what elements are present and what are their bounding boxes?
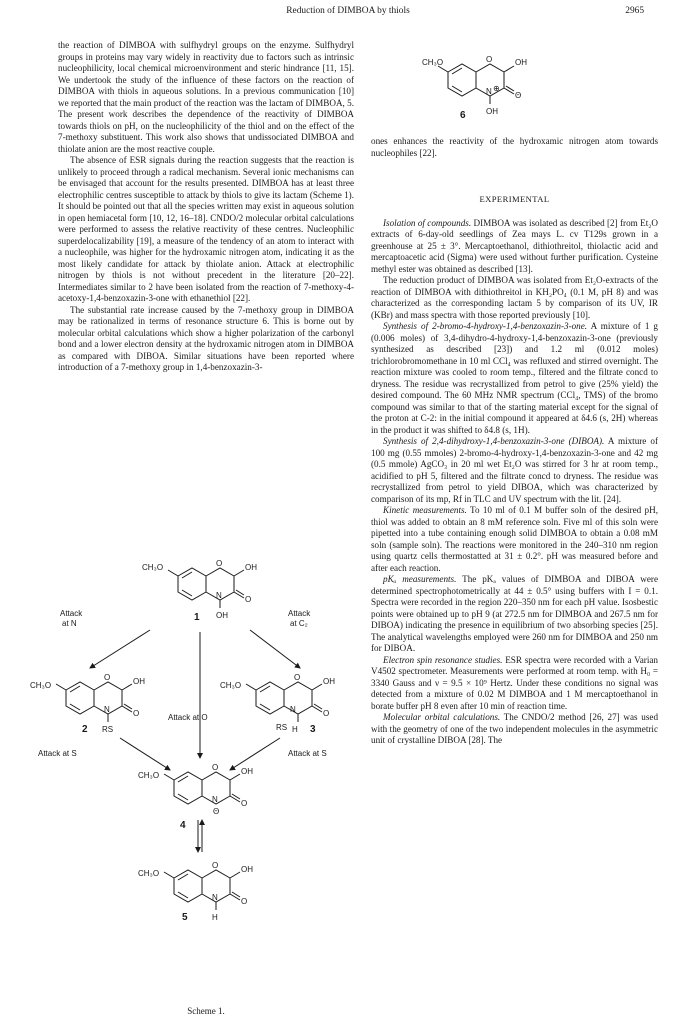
svg-text:CH₃O: CH₃O [30, 681, 52, 690]
svg-text:N: N [290, 705, 296, 714]
paragraph: Isolation of compounds. DIMBOA was isolated as described [2] from Et₂O extracts of 6-day-old seedlings of Zea mays L. cv T129s grown in a greenhouse at 25 ± 3°. Mercaptoethanol, dithiothreitol, thiolactic acid and mercaptoacetic acid (Sigma) were used without further purification. Cysteine methyl ester was obtained as described [13]. [371, 217, 659, 274]
compound-3-structure [246, 682, 322, 722]
n-oh-label: OH [486, 107, 498, 116]
ring-oxygen-label: O [486, 55, 493, 64]
attack-o-label: Attack at O [168, 713, 208, 722]
svg-text:N: N [212, 795, 218, 804]
svg-text:N: N [104, 705, 110, 714]
svg-text:CH₃O: CH₃O [138, 771, 160, 780]
compound-4-structure [164, 772, 240, 804]
paragraph: Kinetic measurements. To 10 ml of 0.1 M buffer soln of the desired pH, thiol was added to obtain an 8 mM reference soln. Five ml of this soln were pipetted into a tube containing enough solid DIMBOA to obtain a 0.08 mM soln (sample soln). The reactions were monitored in the 240–310 nm region using quartz cells thermostatted at 31 ± 0.2°. pH was measured before and after each reaction. [371, 505, 658, 573]
paragraph: Synthesis of 2-bromo-4-hydroxy-1,4-benzoxazin-3-one. A mixture of 1 g (0.006 moles) of 3,4-dihydro-4-hydroxy-1,4-benzoxazin-3-one (previously synthesized as described [23]) and 1.2 ml (0.012 moles) trichlorobromomethane in 10 ml CCl₄ was refluxed and stirred overnight. The reaction mixture was cooled to room temp., filtered and the filtrate concd to dryness. The residue was recrystallized from petrol to give (25% yield) the desired compound. The 60 MHz NMR spectrum (CCl₄, TMS) of the bromo compound was similar to that of the starting material except for the signal of the proton at C-2: in the initial compound it appeared at δ4.6 (s, 2H) whereas in the product it was shifted to δ4.8 (s, 1H). [371, 321, 658, 435]
svg-text:O: O [212, 861, 219, 870]
svg-text:OH: OH [241, 865, 253, 874]
paragraph: The absence of ESR signals during the reaction suggests that the reaction is unlikely to proceed through a radical mechanism. Several ionic mechanisms can be envisaged that account for the results presented. DIMBOA has at least three electrophilic centres susceptible to attack by thiols to give its lactam (Scheme 1). It should be pointed out that all the species written may exist in aqueous solution in open hemiacetal form [10, 12, 16–18]. CNDO/2 molecular orbital calculations were performed to assess the relative reactivity of these centres. Nucleophilic superdelocalizability [19], a measure of the tendency of an atom to interact with a nucleophile, was higher for the hydroxamic nitrogen atom, indicating it as the most likely candidate for attack by thiolate anion. Attack at electrophilic nitrogen by thiols is not without precedent in the literature [20–22]. Intermediates similar to 2 have been isolated from the reaction of 7-methoxy-4-acetoxy-1,4-benzoxazin-3-one with ethanethiol [22]. [58, 155, 354, 303]
svg-text:O: O [241, 799, 248, 808]
compound-2-structure [56, 682, 132, 722]
scheme-caption: Scheme 1. [187, 1006, 225, 1016]
paragraph: the reaction of DIMBOA with sulfhydryl groups on the enzyme. Sulfhydryl groups in proteins may vary widely in reactivity due to factors such as intrinsic nucleophilicity, local chemical microenvironment and steric hindrance [11, 15]. We undertook the study of the influence of these factors on the reaction of DIMBOA with thiols in aqueous solutions. In a previous communication [10] we reported that the main product of the reaction was the lactam of DIMBOA, 5. The present work describes the dependence of the reactivity of DIMBOA towards thiols on pH, on the nucleophilicity of the thiol and on the effect of the 7-methoxy substituent. This work also shows that undissociated DIMBOA and thiolate anion are the most reactive couple. [58, 40, 354, 154]
right-column [371, 164, 658, 747]
svg-text:H: H [292, 725, 298, 734]
svg-text:O: O [241, 897, 248, 906]
paragraph: Molecular orbital calculations. The CNDO/2 method [26, 27] was used with the geometry of one of the two independent molecules in the asymmetric unit of crystalline DIBOA [28]. The [371, 712, 659, 745]
svg-text:O: O [212, 763, 219, 772]
svg-text:OH: OH [245, 563, 257, 572]
nitrogen-label: N [486, 87, 492, 96]
hydroxy-label: OH [515, 58, 527, 67]
svg-text:O: O [245, 595, 252, 604]
svg-text:N: N [216, 591, 222, 600]
carbonyl-o-label: Θ [515, 91, 522, 100]
scheme-1 [30, 560, 360, 1005]
paragraph: pKₐ measurements. The pKₐ values of DIMBOA and DIBOA were determined spectrophotometrically at 44 ± 0.5° using buffers with I = 0.1. Spectra were recorded in the region 220–350 nm for each pH value. Isosbestic points were obtained up to pH 9 (at 272.5 nm for DIMBOA and 267.5 nm for DIBOA) indicating the presence in equilibrium of two absorbing species [25]. The analytical wavelengths employed were 260 nm for DIMBOA and 250 nm for DIBOA. [371, 574, 658, 653]
n-plus-label: ⊕ [493, 84, 500, 93]
compound-1-structure [168, 568, 244, 608]
svg-text:at C₂: at C₂ [290, 619, 308, 628]
running-title: Reduction of DIMBOA by thiols [286, 6, 410, 16]
svg-text:CH₃O: CH₃O [220, 681, 242, 690]
svg-text:N: N [212, 893, 218, 902]
page-number: 2965 [625, 6, 644, 16]
compound-6-label: 6 [460, 110, 466, 121]
attack-n-label: Attack [60, 609, 83, 618]
compound-3-label: 3 [310, 724, 316, 735]
svg-text:CH₃O: CH₃O [142, 563, 164, 572]
svg-text:O: O [133, 709, 140, 718]
paragraph: The reduction product of DIMBOA was isolated from Et₂O-extracts of the reaction of DIMBOA with dithiothreitol in KH₂PO₄ (0.1 M, pH 8) and was characterized as the corresponding lactam 5 by comparison of its UV, IR (KBr) and mass spectra with those reported previously [10]. [371, 275, 658, 320]
compound-5-label: 5 [182, 912, 188, 923]
svg-text:O: O [323, 709, 330, 718]
svg-text:H: H [212, 913, 218, 922]
svg-text:OH: OH [241, 767, 253, 776]
continuation-text: ones enhances the reactivity of the hydroxamic nitrogen atom towards nucleophiles [22]. [371, 136, 658, 158]
svg-text:Θ: Θ [213, 807, 220, 816]
svg-text:O: O [294, 673, 301, 682]
svg-text:at N: at N [62, 619, 77, 628]
compound-1-label: 1 [194, 612, 200, 623]
paragraph: The substantial rate increase caused by the 7-methoxy group in DIMBOA may be rationalized in terms of resonance structure 6. This is borne out by molecular orbital calculations which show a higher polarization of the carbonyl bond and a lower electron density at the hydroxamic nitrogen atom in DIMBOA as compared with DIBOA. Similar situations have been reported where introduction of a 7-methoxy group in 1,4-benzoxazin-3- [58, 304, 354, 372]
attack-s-right-label: Attack at S [288, 749, 327, 758]
svg-text:O: O [104, 673, 111, 682]
page-header [0, 6, 696, 20]
structure-6 [420, 38, 570, 128]
svg-text:OH: OH [216, 611, 228, 620]
svg-text:O: O [216, 560, 223, 568]
paragraph: Electron spin resonance studies. ESR spectra were recorded with a Varian V4502 spectrometer. Measurements were performed at room temp. with H₀ = 3340 Gauss and ν = 9.5 × 10⁹ Hertz. Under these conditions no signal was detected from a mixture of 0.02 M DIMBOA and 1 M mercaptoethanol in borate buffer pH 8 even after 10 min of reaction time. [371, 654, 658, 711]
svg-text:RS: RS [276, 723, 288, 732]
compound-5-structure [164, 870, 240, 910]
svg-text:RS: RS [102, 725, 114, 734]
attack-s-left-label: Attack at S [38, 749, 77, 758]
compound-4-label: 4 [180, 820, 186, 831]
compound-2-label: 2 [82, 724, 88, 735]
svg-text:CH₃O: CH₃O [138, 869, 160, 878]
section-heading: EXPERIMENTAL [479, 194, 550, 204]
methoxy-label: CH₃O [422, 58, 444, 67]
paragraph: Synthesis of 2,4-dihydroxy-1,4-benzoxazin-3-one (DIBOA). A mixture of 100 mg (0.55 mmoles) 2-bromo-4-hydroxy-1,4-benzoxazin-3-one and 42 mg (0.5 mmole) AgCO₃ in 20 ml wet Et₂O was stirred for 3 hr at room temp., acidified to pH 5, filtered and the filtrate concd to dryness. The residue was recrystallized from petrol to yield DIBOA, which was characterized by comparison of its mp, Rf in TLC and UV spectrum with the lit. [24]. [371, 436, 658, 504]
svg-text:OH: OH [323, 677, 335, 686]
svg-text:OH: OH [133, 677, 145, 686]
left-column [58, 40, 354, 374]
attack-c2-label: Attack [288, 609, 311, 618]
